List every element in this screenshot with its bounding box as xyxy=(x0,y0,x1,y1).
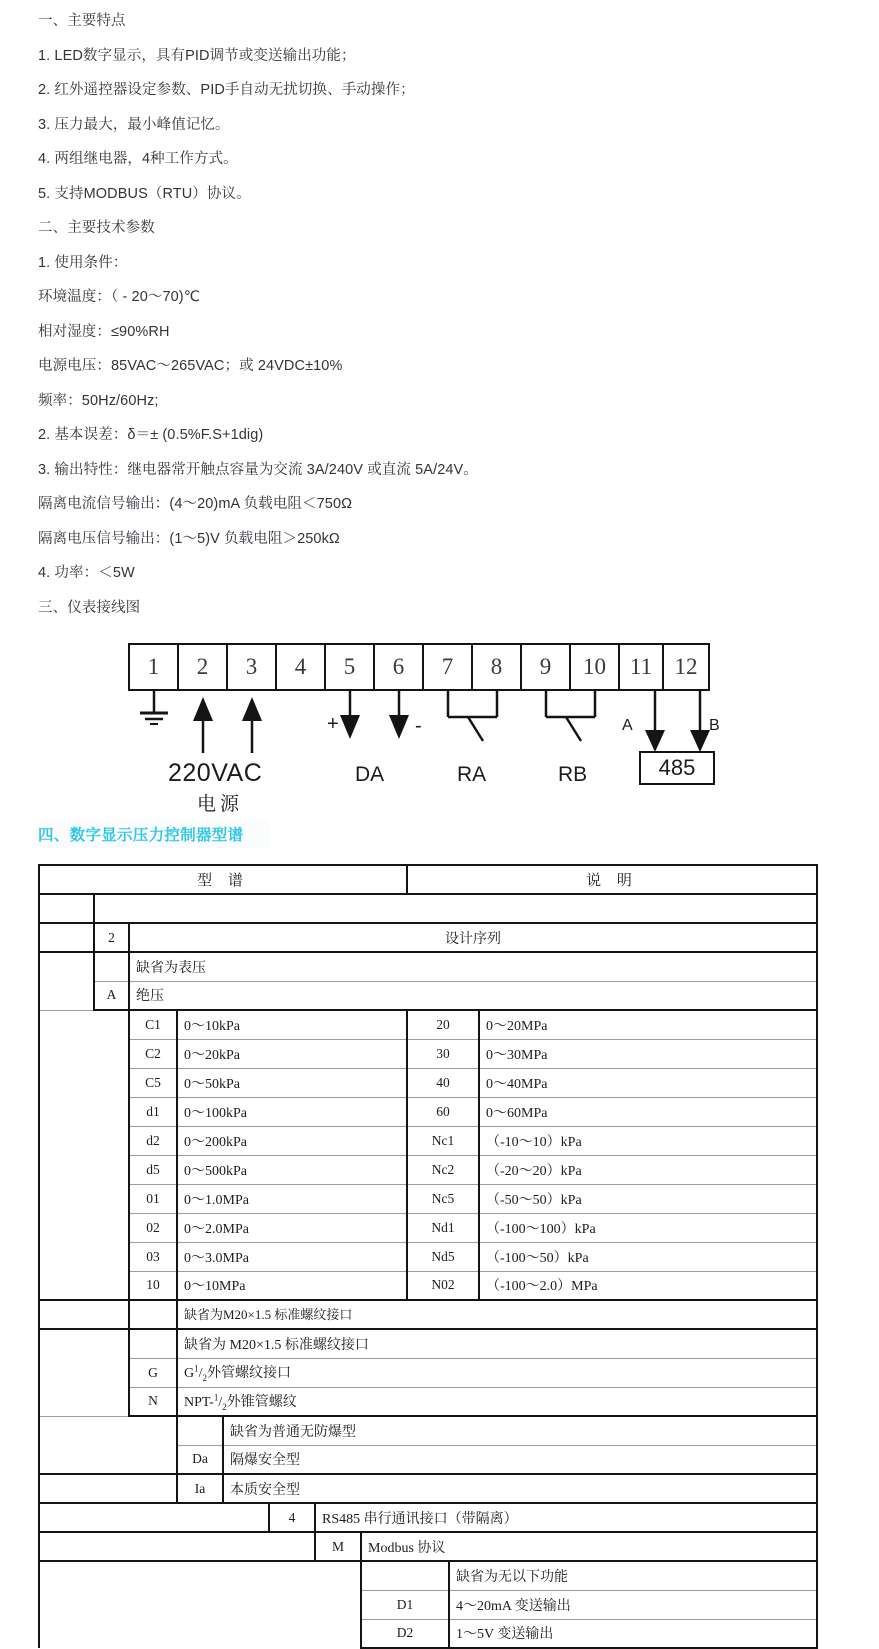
spec-item: 4. 功率：＜5W xyxy=(38,565,135,581)
range-desc-left: 0～10MPa xyxy=(177,1271,407,1300)
comm-code: 4 xyxy=(269,1503,315,1532)
terminal-block: 4 xyxy=(277,645,326,689)
terminal-block: 3 xyxy=(228,645,277,689)
thread-desc: 缺省为 M20×1.5 标准螺纹接口 xyxy=(177,1329,817,1358)
terminal-block: 5 xyxy=(326,645,375,689)
range-desc-left: 0～1.0MPa xyxy=(177,1184,407,1213)
intrinsic-safe-spacer xyxy=(39,1474,177,1503)
design-series-desc: 设计序列 xyxy=(129,923,817,952)
table-row-pressure-type xyxy=(39,981,817,1010)
comm-spacer xyxy=(39,1532,315,1561)
thread-fraction-denominator: 2 xyxy=(202,1372,208,1383)
table-row-thread xyxy=(39,1329,817,1358)
pressure-type-code: A xyxy=(94,981,129,1010)
thread-code: N xyxy=(129,1387,177,1416)
table-row-range xyxy=(39,1010,817,1039)
wiring-heading: 三、仪表接线图 xyxy=(38,599,141,616)
thread-clip-desc: 缺省为M20×1.5 标准螺纹接口 xyxy=(177,1300,817,1329)
feature-item: 3. 压力最大，最小峰值记忆。 xyxy=(38,116,230,133)
table-row-range xyxy=(39,1068,817,1097)
range-code-left: C1 xyxy=(129,1010,177,1039)
range-code-right: 60 xyxy=(407,1097,479,1126)
table-header-row xyxy=(39,865,817,894)
range-code-left: d2 xyxy=(129,1126,177,1155)
range-desc-left: 0～100kPa xyxy=(177,1097,407,1126)
rb-relay-label: RB xyxy=(558,763,588,786)
spec-item: 频率：50Hz/60Hz; xyxy=(38,392,159,409)
explosion-code xyxy=(177,1416,223,1445)
range-code-right: N02 xyxy=(407,1271,479,1300)
table-row-range xyxy=(39,1039,817,1068)
range-desc-left: 0～2.0MPa xyxy=(177,1213,407,1242)
feature-item: 2. 红外遥控器设定参数、PID手自动无扰切换、手动操作； xyxy=(38,82,415,98)
terminal-6-polarity-label: - xyxy=(415,715,422,737)
range-code-right: 30 xyxy=(407,1039,479,1068)
thread-desc-suffix: 外管螺纹接口 xyxy=(207,1366,292,1382)
table-row-range xyxy=(39,1155,817,1184)
feature-item: 1. LED数字显示，具有PID调节或变送输出功能； xyxy=(38,47,356,64)
header-description: 说 明 xyxy=(407,865,817,894)
explosion-code: Da xyxy=(177,1445,223,1474)
range-code-left: 10 xyxy=(129,1271,177,1300)
table-row-pressure-type xyxy=(39,952,817,981)
comm-spacer xyxy=(39,1503,269,1532)
range-desc-right: （-100～100）kPa xyxy=(479,1213,817,1242)
range-desc-left: 0～10kPa xyxy=(177,1010,407,1039)
pressure-type-code xyxy=(94,952,129,981)
explosion-code: Ia xyxy=(177,1474,223,1503)
range-desc-left: 0～50kPa xyxy=(177,1068,407,1097)
table-row-design-series xyxy=(39,923,817,952)
terminal-5-polarity-label: + xyxy=(327,713,339,735)
terminal-block: 2 xyxy=(179,645,228,689)
range-desc-left: 0～500kPa xyxy=(177,1155,407,1184)
thread-desc-prefix: G xyxy=(184,1366,195,1382)
thread-fraction-denominator: 2 xyxy=(222,1401,227,1412)
da-output-label: DA xyxy=(355,763,385,786)
header-model-spectrum: 型 谱 xyxy=(39,865,407,894)
explosion-desc: 隔爆安全型 xyxy=(223,1445,817,1474)
comm-code: M xyxy=(315,1532,361,1561)
range-code-left: C5 xyxy=(129,1068,177,1097)
terminal-block: 8 xyxy=(473,645,522,689)
feature-item: 4. 两组继电器，4种工作方式。 xyxy=(38,151,238,167)
table-row-thread-clipped xyxy=(39,1300,817,1329)
terminal-block: 1 xyxy=(130,645,179,689)
table-row-comm xyxy=(39,1532,817,1561)
range-code-left: d5 xyxy=(129,1155,177,1184)
output-desc: 缺省为无以下功能 xyxy=(449,1561,817,1590)
thread-desc: $G^1/_2$外管螺纹接口 xyxy=(177,1358,817,1387)
features-heading: 一、主要特点 xyxy=(38,13,126,29)
explosion-desc: 本质安全型 xyxy=(223,1474,817,1503)
range-desc-left: 0～20kPa xyxy=(177,1039,407,1068)
table-row-thread xyxy=(39,1358,817,1387)
rs485-a-label: A xyxy=(622,717,633,734)
spec-item: 3. 输出特性：继电器常开触点容量为交流 3A/240V 或直流 5A/24V。 xyxy=(38,461,478,478)
range-desc-right: 0～40MPa xyxy=(479,1068,817,1097)
terminal-block: 11 xyxy=(620,645,664,689)
range-code-left: C2 xyxy=(129,1039,177,1068)
range-desc-right: （-50～50）kPa xyxy=(479,1184,817,1213)
output-desc: 4～20mA 变送输出 xyxy=(449,1590,817,1619)
terminal-block: 9 xyxy=(522,645,571,689)
range-code-right: Nc1 xyxy=(407,1126,479,1155)
table-row-range xyxy=(39,1242,817,1271)
table-row-range xyxy=(39,1126,817,1155)
range-desc-right: 0～60MPa xyxy=(479,1097,817,1126)
range-code-left: 01 xyxy=(129,1184,177,1213)
range-desc-left: 0～200kPa xyxy=(177,1126,407,1155)
table-row-range xyxy=(39,1184,817,1213)
thread-block-spacer xyxy=(39,1329,129,1416)
comm-desc: Modbus 协议 xyxy=(361,1532,817,1561)
comm-desc: RS485 串行通讯接口（带隔离） xyxy=(315,1503,817,1532)
power-supply-sublabel: 电源 xyxy=(197,794,244,815)
range-desc-right: （-10～10）kPa xyxy=(479,1126,817,1155)
design-series-code: 2 xyxy=(94,923,129,952)
table-row-comm xyxy=(39,1503,817,1532)
range-code-left: 02 xyxy=(129,1213,177,1242)
model-spectrum-table xyxy=(38,864,818,1649)
document-body xyxy=(0,0,879,615)
output-code: D1 xyxy=(361,1590,449,1619)
thread-clip-spacer xyxy=(39,1300,129,1329)
terminal-block: 7 xyxy=(424,645,473,689)
thread-fraction-numerator: 1 xyxy=(194,1363,199,1374)
range-code-right: Nd1 xyxy=(407,1213,479,1242)
spec-item: 电源电压：85VAC～265VAC；或 24VDC±10% xyxy=(38,358,343,374)
specs-heading: 二、主要技术参数 xyxy=(38,220,155,236)
output-code xyxy=(361,1561,449,1590)
table-row xyxy=(39,894,817,923)
output-code: D2 xyxy=(361,1619,449,1648)
feature-item: 5. 支持MODBUS（RTU）协议。 xyxy=(38,185,251,202)
spec-item: 相对湿度：≤90%RH xyxy=(38,323,170,340)
range-code-left: d1 xyxy=(129,1097,177,1126)
table-row-range xyxy=(39,1271,817,1300)
table-row-explosion xyxy=(39,1416,817,1445)
design-series-spacer xyxy=(39,923,94,952)
table-row-thread xyxy=(39,1387,817,1416)
wiring-diagram xyxy=(0,635,879,815)
range-code-left: 03 xyxy=(129,1242,177,1271)
wiring-connections-svg xyxy=(0,635,879,810)
range-desc-right: （-100～50）kPa xyxy=(479,1242,817,1271)
pressure-type-desc: 绝压 xyxy=(129,981,817,1010)
range-desc-left: 0～3.0MPa xyxy=(177,1242,407,1271)
range-desc-right: 0～30MPa xyxy=(479,1039,817,1068)
model-spectrum-heading: 四、数字显示压力控制器型谱 xyxy=(38,820,269,848)
thread-code xyxy=(129,1329,177,1358)
output-block-spacer xyxy=(39,1561,361,1648)
terminal-block: 6 xyxy=(375,645,424,689)
ra-relay-label: RA xyxy=(457,763,487,786)
table-row-range xyxy=(39,1213,817,1242)
rs485-b-label: B xyxy=(709,717,720,734)
range-desc-right: （-20～20）kPa xyxy=(479,1155,817,1184)
table-row-output xyxy=(39,1561,817,1590)
range-code-right: Nc2 xyxy=(407,1155,479,1184)
thread-desc-prefix: NPT- xyxy=(184,1394,214,1410)
range-desc-right: （-100～2.0）MPa xyxy=(479,1271,817,1300)
spec-item: 环境温度：（ - 20～70)℃ xyxy=(38,289,201,305)
pressure-type-spacer xyxy=(39,952,94,1010)
pressure-type-desc: 缺省为表压 xyxy=(129,952,817,981)
range-code-right: Nc5 xyxy=(407,1184,479,1213)
explosion-desc: 缺省为普通无防爆型 xyxy=(223,1416,817,1445)
terminal-block: 10 xyxy=(571,645,620,689)
spec-item: 2. 基本误差：δ＝± (0.5%F.S+1dig) xyxy=(38,427,264,443)
range-code-right: 40 xyxy=(407,1068,479,1097)
range-code-right: Nd5 xyxy=(407,1242,479,1271)
range-desc-right: 0～20MPa xyxy=(479,1010,817,1039)
thread-desc-suffix: 外锥管螺纹 xyxy=(226,1394,297,1410)
output-desc: 1～5V 变送输出 xyxy=(449,1619,817,1648)
thread-code: G xyxy=(129,1358,177,1387)
range-code-right: 20 xyxy=(407,1010,479,1039)
table-row-explosion xyxy=(39,1474,817,1503)
spec-item: 隔离电压信号输出：(1～5)V 负载电阻＞250kΩ xyxy=(38,530,340,547)
terminal-block: 12 xyxy=(674,654,698,679)
empty-band xyxy=(94,894,817,923)
explosion-block-spacer xyxy=(39,1416,177,1474)
model-spectrum-table-wrap xyxy=(38,864,816,1649)
thread-fraction-numerator: 1 xyxy=(213,1392,219,1403)
power-supply-label: 220VAC xyxy=(168,759,263,787)
spec-item: 1. 使用条件： xyxy=(38,254,128,271)
series-col-spacer xyxy=(39,894,94,923)
thread-clip-code xyxy=(129,1300,177,1329)
range-block-spacer xyxy=(39,1010,129,1300)
spec-item: 隔离电流信号输出：(4～20)mA 负载电阻＜750Ω xyxy=(38,496,353,512)
table-row-range xyxy=(39,1097,817,1126)
rs485-module-box: 485 xyxy=(639,751,715,785)
thread-desc: NPT-$^1/_2$外锥管螺纹 xyxy=(177,1387,817,1416)
